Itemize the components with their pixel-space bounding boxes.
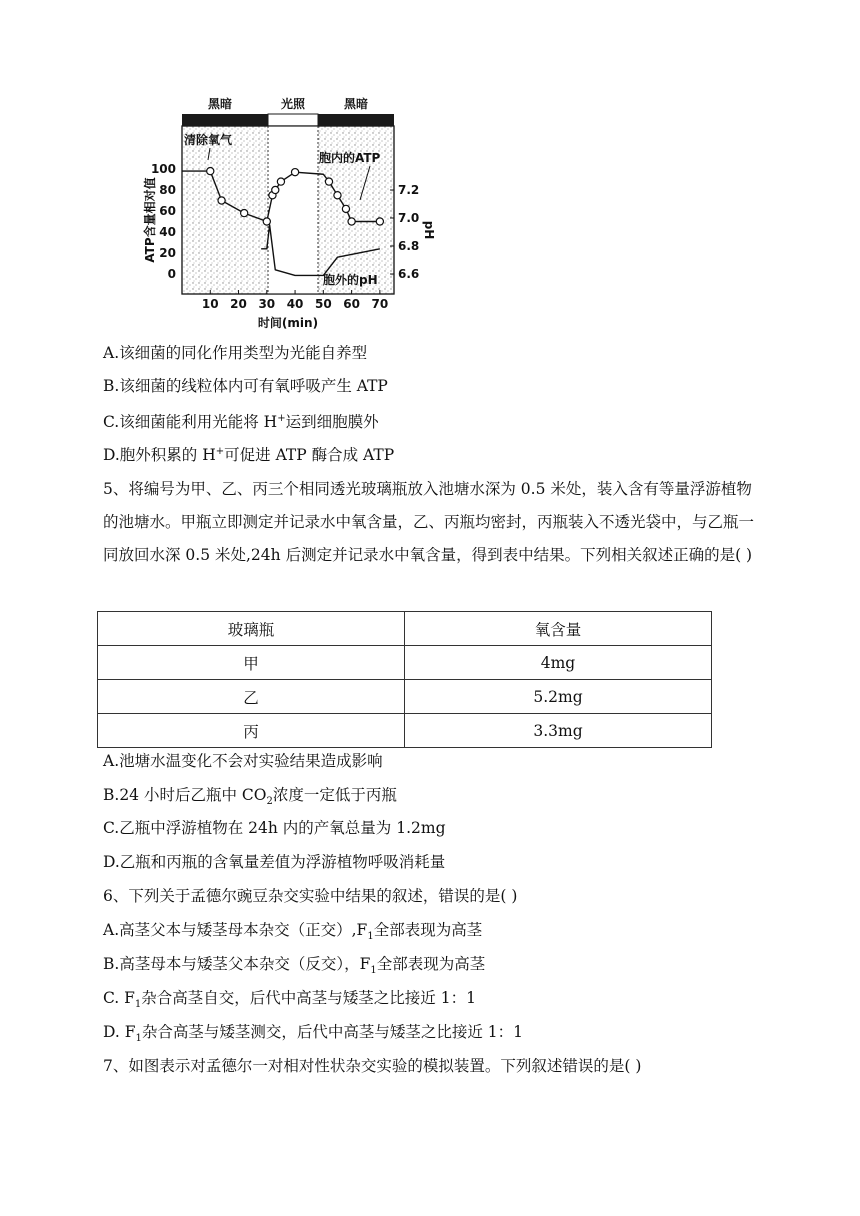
q5-option-c: C.乙瓶中浮游植物在 24h 内的产氧总量为 1.2mg — [103, 819, 446, 837]
atp-data-point — [277, 178, 284, 185]
y-right-tick-label: 7.2 — [398, 183, 420, 197]
table-cell: 乙 — [98, 680, 405, 714]
table-row — [98, 714, 712, 748]
band-label-light: 光照 — [280, 97, 306, 111]
x-axis-label: 时间(min) — [257, 316, 319, 330]
y-left-tick-label: 80 — [159, 183, 176, 197]
x-tick-label: 40 — [286, 297, 304, 311]
atp-data-point — [272, 186, 279, 193]
q6-option-a: A.高茎父本与矮茎母本杂交（正交）$,F_1$全部表现为高茎 — [103, 921, 483, 943]
table-row — [98, 680, 712, 714]
q5-stem: 5、将编号为甲、乙、丙三个相同透光玻璃瓶放入池塘水深为 0.5 米处，装入含有等量浮游植物的池塘水。甲瓶立即测定并记录水中氧含量，乙、丙瓶均密封，丙瓶装入不透光袋中，与乙瓶一同放回水深 0.5 米处,24h 后测定并记录水中氧含量，得到表中结果。下列相关叙述正确的是( ) — [103, 480, 755, 564]
table-cell: 4mg — [405, 646, 712, 680]
q4-option-a: A.该细菌的同化作用类型为光能自养型 — [103, 344, 368, 362]
atp-data-point — [325, 178, 332, 185]
atp-data-point — [348, 218, 355, 225]
y-right-tick-label: 6.8 — [398, 239, 420, 253]
y-left-tick-label: 60 — [159, 204, 176, 218]
atp-ph-chart — [138, 96, 436, 336]
atp-data-point — [376, 218, 383, 225]
y-right-tick-label: 6.6 — [398, 267, 420, 281]
atp-data-point — [241, 210, 248, 217]
atp-data-point — [218, 197, 225, 204]
atp-data-point — [334, 192, 341, 199]
y-left-tick-label: 40 — [159, 225, 176, 239]
atp-ph-figure — [138, 96, 436, 336]
q4-option-b: B.该细菌的线粒体内可有氧呼吸产生 ATP — [103, 377, 388, 395]
table-header-oxygen: 氧含量 — [405, 612, 712, 646]
y-right-axis-label: pH — [422, 220, 436, 240]
dark-band-bar-2 — [318, 114, 394, 126]
x-tick-label: 10 — [201, 297, 219, 311]
q6-option-c: C. $F_1$杂合高茎自交，后代中高茎与矮茎之比接近 1：1 — [103, 989, 476, 1011]
q6-option-b: B.高茎母本与矮茎父本杂交（反交），$F_1$全部表现为高茎 — [103, 955, 486, 977]
y-left-axis-label: ATP含量相对值 — [143, 177, 157, 263]
remove-oxygen-label: 清除氧气 — [184, 133, 233, 147]
q7-stem: 7、如图表示对孟德尔一对相对性状杂交实验的模拟装置。下列叙述错误的是( ) — [103, 1057, 642, 1075]
table-cell: 丙 — [98, 714, 405, 748]
q4-option-c: C.该细菌能利用光能将 H+运到细胞膜外 — [103, 413, 379, 432]
q6-option-d: D. $F_1$杂合高茎与矮茎测交，后代中高茎与矮茎之比接近 1：1 — [103, 1023, 524, 1045]
intracellular-atp-label: 胞内的ATP — [319, 151, 381, 165]
dark-band-bar-1 — [182, 114, 268, 126]
atp-data-point — [263, 218, 270, 225]
x-tick-label: 20 — [230, 297, 247, 311]
y-left-tick-label: 100 — [150, 162, 176, 176]
light-band-bar — [268, 114, 318, 126]
band-label-dark-2: 黑暗 — [343, 97, 369, 111]
table-cell: 5.2mg — [405, 680, 712, 714]
atp-data-point — [291, 169, 298, 176]
table-cell: 甲 — [98, 646, 405, 680]
x-tick-label: 30 — [258, 297, 276, 311]
table-header-bottle: 玻璃瓶 — [98, 612, 405, 646]
atp-data-point — [342, 205, 349, 212]
x-tick-label: 60 — [343, 297, 360, 311]
q5-option-b: B.24 小时后乙瓶中 $CO_2$浓度一定低于丙瓶 — [103, 786, 397, 808]
q6-stem: 6、下列关于孟德尔豌豆杂交实验中结果的叙述，错误的是( ) — [103, 887, 518, 905]
oxygen-table — [97, 611, 712, 748]
y-left-tick-label: 0 — [167, 267, 176, 281]
x-tick-label: 70 — [371, 297, 389, 311]
table-header-row — [98, 612, 712, 646]
atp-data-point — [207, 168, 214, 175]
x-tick-label: 50 — [314, 297, 332, 311]
extracellular-ph-label: 胞外的pH — [323, 273, 378, 287]
y-left-tick-label: 20 — [159, 246, 176, 260]
q4-option-d: D.胞外积累的 H+可促进 ATP 酶合成 ATP — [103, 446, 395, 465]
table-row — [98, 646, 712, 680]
table-cell: 3.3mg — [405, 714, 712, 748]
y-right-tick-label: 7.0 — [398, 211, 420, 225]
band-label-dark-1: 黑暗 — [207, 97, 233, 111]
q5-option-a: A.池塘水温变化不会对实验结果造成影响 — [103, 752, 383, 770]
q5-option-d: D.乙瓶和丙瓶的含氧量差值为浮游植物呼吸消耗量 — [103, 853, 446, 871]
